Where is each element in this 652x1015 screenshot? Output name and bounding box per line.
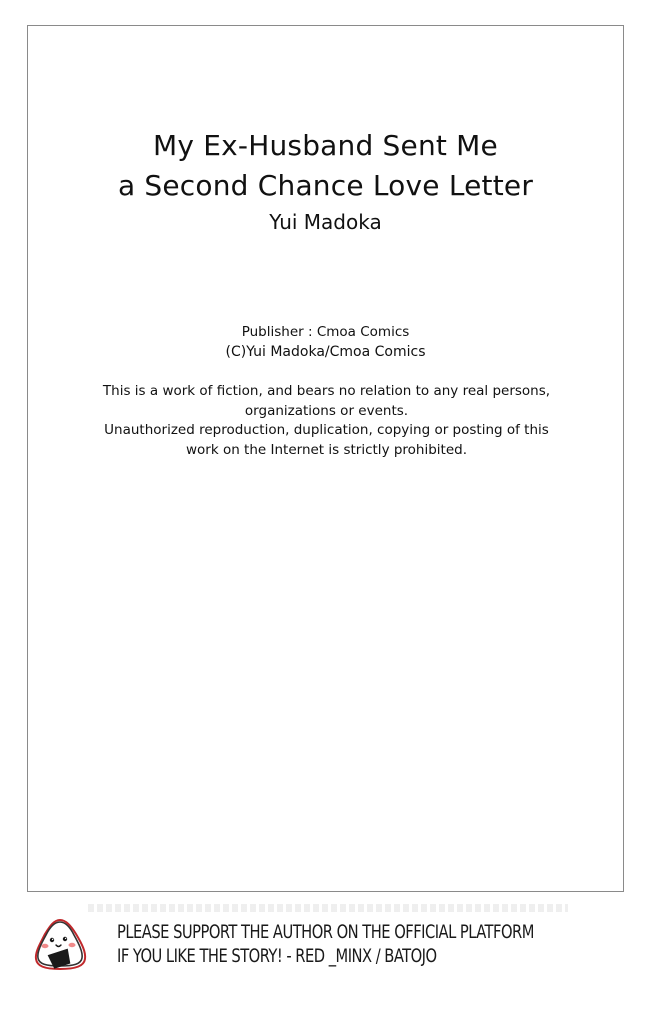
support-message	[117, 920, 534, 968]
copy-notice-line-2: work on the Internet is strictly prohibited.	[185, 441, 468, 458]
support-line-2: IF YOU LIKE THE STORY! - RED _MINX / BATOJO	[117, 945, 437, 967]
fiction-notice-line-2: organizations or events.	[244, 402, 409, 419]
title-line-1: My Ex-Husband Sent Me	[153, 129, 498, 162]
faint-watermark-line	[88, 904, 568, 912]
footer-banner	[0, 892, 652, 1015]
author-name: Yui Madoka	[269, 210, 382, 234]
fiction-notice-line-1: This is a work of fiction, and bears no relation to any real persons,	[102, 383, 551, 399]
legal-notice	[88, 382, 565, 460]
publisher-line: Publisher : Cmoa Comics	[241, 324, 410, 340]
copyright-line: (C)Yui Madoka/Cmoa Comics	[225, 343, 426, 360]
onigiri-mascot-icon	[30, 914, 90, 974]
support-line-1: PLEASE SUPPORT THE AUTHOR ON THE OFFICIAL PLATFORM	[117, 921, 534, 943]
publisher-block	[28, 323, 623, 362]
title-block	[28, 126, 623, 236]
title-line-2: a Second Chance Love Letter	[117, 169, 534, 202]
copy-notice-line-1: Unauthorized reproduction, duplication, copying or posting of this	[104, 422, 549, 438]
page-frame	[27, 25, 624, 892]
